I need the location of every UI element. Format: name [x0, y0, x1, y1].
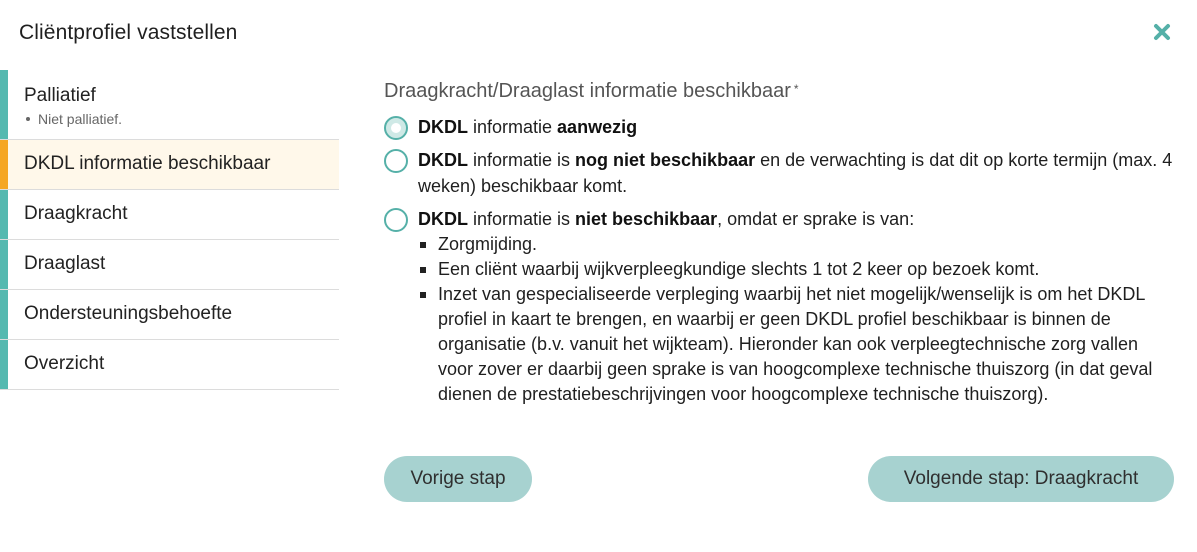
sidebar-item-label: Draagkracht [24, 203, 128, 224]
bullet-icon [26, 117, 30, 121]
dialog-title: Cliëntprofiel vaststellen [19, 21, 238, 44]
sidebar-item-label: DKDL informatie beschikbaar [24, 153, 271, 174]
sidebar-item-label: Overzicht [24, 353, 105, 374]
list-item: Een cliënt waarbij wijkverpleegkundige slechts 1 tot 2 keer op bezoek komt. [418, 257, 1174, 282]
reason-list [418, 232, 1174, 407]
sidebar-item-draagkracht[interactable] [0, 190, 339, 240]
previous-step-button[interactable]: Vorige stap [384, 456, 532, 502]
option-text-strong: niet beschikbaar [575, 209, 718, 229]
list-item: Inzet van gespecialiseerde verpleging waarbij het niet mogelijk/wenselijk is om het DKDL profiel in kaart te brengen, en waarbij er geen DKDL profiel beschikbaar is binnen de organisatie (b.v. vanuit het wijkteam). Hieronder kan ook verpleegtechnische zorg vallen voor zover er daarbij geen sprake is van hoogcomplexe technische thuiszorg (in dat geval dienen de prestatiebeschrijvingen voor hoogcomplexe technische thuiszorg). [418, 282, 1174, 407]
close-icon[interactable] [1151, 21, 1173, 43]
question-title-text: Draagkracht/Draaglast informatie beschikbaar [384, 80, 791, 102]
sidebar-item-palliatief[interactable] [0, 70, 339, 140]
sidebar-item-summary [24, 111, 339, 127]
radio-button[interactable] [384, 149, 408, 173]
option-text: informatie is [468, 150, 576, 170]
radio-button-selected[interactable] [384, 116, 408, 140]
option-text-strong: DKDL [418, 209, 468, 229]
option-dkdl-niet-beschikbaar[interactable] [384, 206, 1174, 407]
question-title [384, 78, 1174, 104]
sidebar-item-label: Ondersteuningsbehoefte [24, 303, 233, 324]
option-text-strong: nog niet beschikbaar [575, 150, 756, 170]
option-text-strong: aanwezig [557, 117, 638, 137]
dialog-header [0, 0, 1197, 68]
list-item: Zorgmijding. [418, 232, 1174, 257]
option-text-strong: DKDL [418, 150, 468, 170]
sidebar-item-label: Draaglast [24, 253, 106, 274]
sidebar-item-ondersteuningsbehoefte[interactable] [0, 290, 339, 340]
step-sidebar [0, 70, 339, 390]
option-text: informatie is [468, 209, 576, 229]
next-step-button[interactable]: Volgende stap: Draagkracht [868, 456, 1174, 502]
radio-button[interactable] [384, 208, 408, 232]
option-text: en de verwachting is dat dit op korte termijn (max. 4 weken) beschikbaar komt. [418, 150, 1173, 196]
option-text: , omdat er sprake is van: [717, 209, 915, 229]
sidebar-item-overzicht[interactable] [0, 340, 339, 390]
sidebar-item-dkdl[interactable] [0, 140, 339, 190]
option-dkdl-nog-niet-beschikbaar[interactable] [384, 147, 1174, 199]
sidebar-item-label: Palliatief [24, 85, 96, 106]
sidebar-item-draaglast[interactable] [0, 240, 339, 290]
required-marker: * [793, 82, 799, 96]
option-text: informatie [468, 117, 558, 137]
question-panel [384, 78, 1174, 407]
sidebar-item-summary-text: Niet palliatief. [38, 111, 123, 127]
option-dkdl-aanwezig[interactable] [384, 114, 1174, 140]
option-text-strong: DKDL [418, 117, 468, 137]
